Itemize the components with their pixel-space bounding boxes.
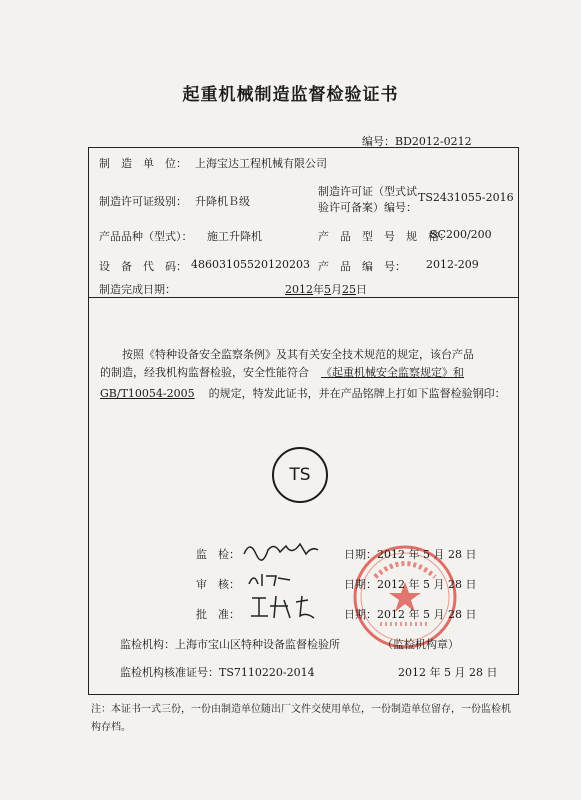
completion-month: 5 [324, 283, 331, 296]
body-line-2 [100, 362, 510, 384]
inspector-date: 日期：2012 年 5 月 28 日 [344, 548, 477, 561]
body-line-1: 按照《特种设备安全监察条例》及其有关安全技术规范的规定，该台产品 [122, 348, 474, 361]
certificate-number: 编号：BD2012-0212 [362, 135, 472, 148]
approver-label: 批 准： [196, 608, 240, 621]
product-no-label: 产 品 编 号： [318, 260, 406, 273]
product-no-value: 2012-209 [426, 258, 479, 271]
section-divider [88, 297, 519, 298]
license-level-value: 升降机Ｂ级 [195, 195, 250, 208]
agency-approval-date: 2012 年 5 月 28 日 [398, 666, 498, 679]
ts-stamp: TS [272, 447, 328, 503]
license-no-label-2: 验许可备案）编号： [318, 201, 417, 214]
body-line-2-text: 的制造，经我机构监督检验，安全性能符合 [100, 366, 309, 379]
month-char: 月 [331, 283, 342, 296]
regulation-reference: 《起重机械安全监察规定》和 [321, 366, 464, 379]
manufacturer-label: 制 造 单 位： [99, 157, 187, 170]
reviewer-label: 审 核： [196, 578, 240, 591]
completion-day: 25 [342, 283, 356, 296]
device-code-label: 设 备 代 码： [99, 260, 187, 273]
body-line-3 [100, 383, 510, 405]
standard-reference: GB/T10054-2005 [100, 387, 195, 400]
product-type-label: 产品品种（型式）： [99, 230, 193, 243]
device-code-value: 48603105520120203 [191, 258, 310, 271]
footnote: 注：本证书一式三份，一份由制造单位随出厂文件交使用单位，一份制造单位留存，一份监检机构存档。 [91, 704, 511, 733]
reviewer-date: 日期：2012 年 5 月 28 日 [344, 578, 477, 591]
body-line-3-text: 的规定，特发此证书，并在产品铭牌上打如下监督检验钢印： [208, 387, 506, 400]
year-char: 年 [313, 283, 324, 296]
day-char: 日 [356, 283, 367, 296]
license-no-value: TS2431055-2016 [418, 191, 514, 204]
agency-approval-number: 监检机构核准证号：TS7110220-2014 [120, 666, 315, 679]
inspector-signature-icon [242, 536, 322, 562]
product-type-value: 施工升降机 [207, 230, 262, 243]
completion-date [285, 281, 367, 297]
agency-seal-note: （监检机构章） [382, 638, 459, 651]
model-label: 产 品 型 号 规 格： [318, 230, 450, 243]
inspector-label: 监 检： [196, 548, 240, 561]
license-level-label: 制造许可证级别： [99, 195, 187, 208]
completion-date-label: 制造完成日期： [99, 283, 176, 296]
reviewer-signature-icon [246, 568, 296, 590]
license-no-label-1: 制造许可证（型式试 [318, 185, 417, 198]
page-title: 起重机械制造监督检验证书 [182, 85, 399, 105]
approver-signature-icon [248, 592, 322, 622]
inspection-agency: 监检机构：上海市宝山区特种设备监督检验所 [120, 638, 340, 651]
model-value: SC200/200 [430, 228, 492, 241]
completion-year: 2012 [285, 283, 313, 296]
manufacturer-value: 上海宝达工程机械有限公司 [195, 157, 327, 170]
approver-date: 日期：2012 年 5 月 28 日 [344, 608, 477, 621]
